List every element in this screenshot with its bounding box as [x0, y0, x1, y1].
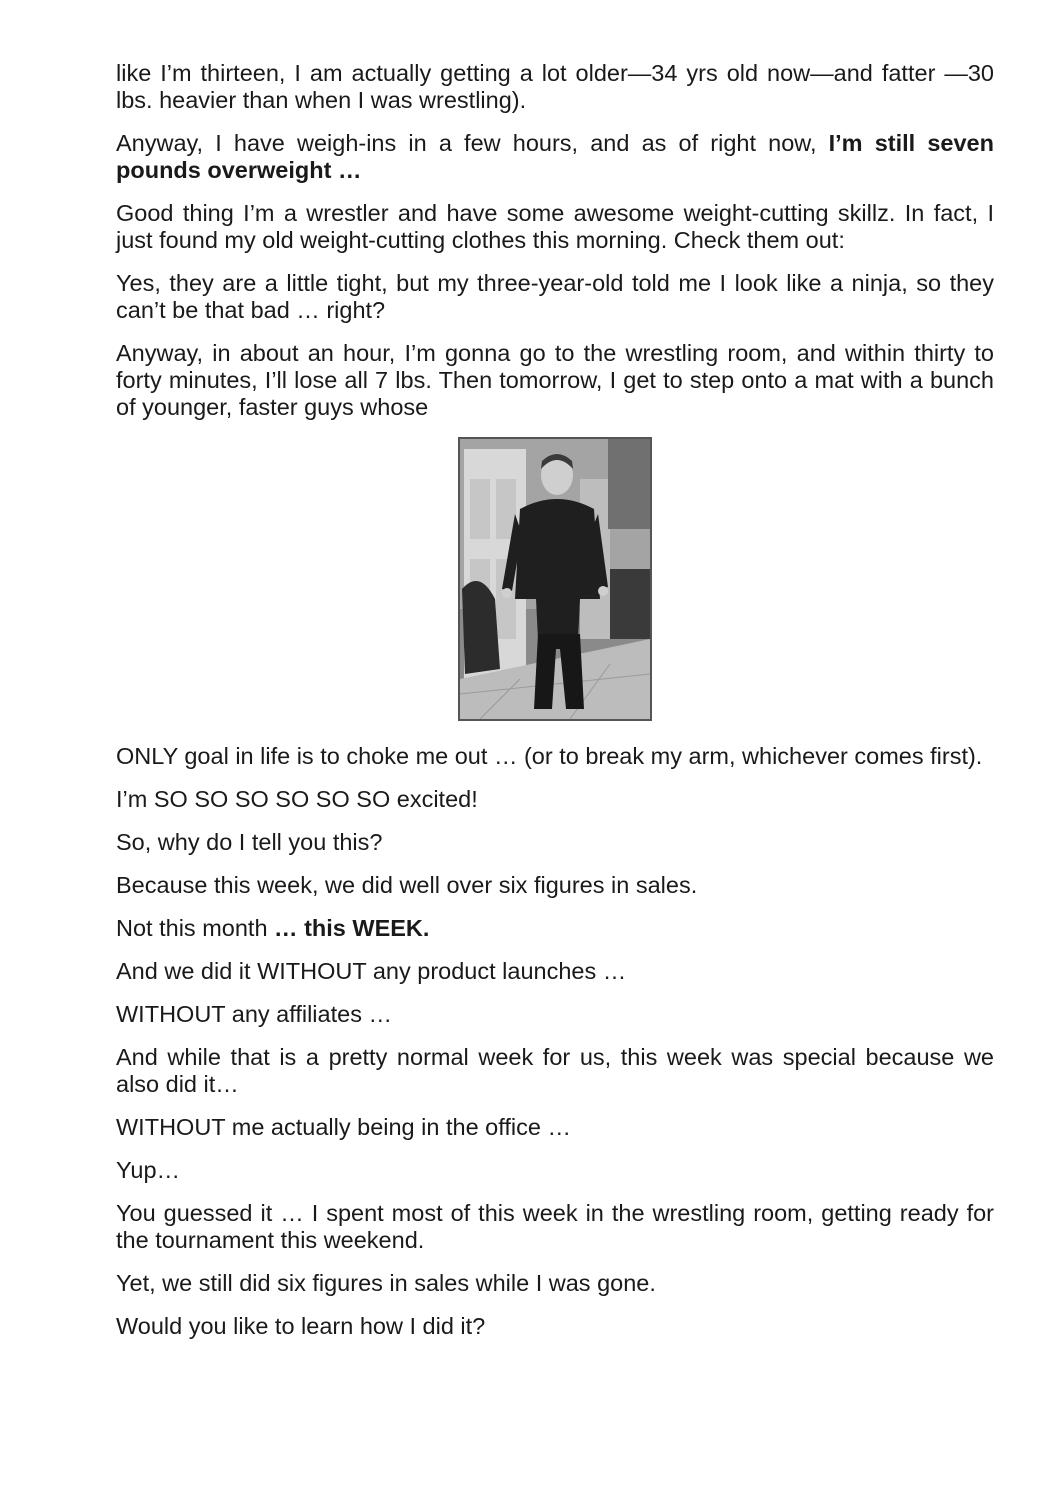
paragraph-yup: Yup…	[116, 1157, 181, 1183]
paragraph-why: So, why do I tell you this?	[116, 829, 383, 855]
photo-container	[116, 437, 994, 721]
paragraph-weight-cutting-clothes: Good thing I’m a wrestler and have some awesome weight-cutting skillz. In fact, I just found my old weight-cutting clothes this morning. Check them out:	[116, 200, 994, 253]
paragraph-six-figures: Because this week, we did well over six figures in sales.	[116, 872, 698, 898]
emphasis-overweight: I’m still seven pounds overweight …	[116, 130, 994, 183]
paragraph-ninja: Yes, they are a little tight, but my three-year-old told me I look like a ninja, so they can’t be that bad … right?	[116, 270, 994, 323]
paragraph-wrestling-room: Anyway, in about an hour, I’m gonna go to the wrestling room, and within thirty to forty minutes, I’ll lose all 7 lbs. Then tomorrow, I get to step onto a mat with a bunch of younger, faster guys whose	[116, 340, 994, 420]
document-page	[116, 60, 994, 1356]
paragraph-no-affiliates: WITHOUT any affiliates …	[116, 1001, 392, 1027]
paragraph-no-launches: And we did it WITHOUT any product launches …	[116, 958, 627, 984]
wrestler-photo	[458, 437, 652, 721]
paragraph-weigh-ins: Anyway, I have weigh-ins in a few hours, and as of right now, I’m still seven pounds overweight …	[116, 130, 994, 183]
paragraph-excited: I’m SO SO SO SO SO SO excited!	[116, 786, 478, 812]
paragraph-age-weight: like I’m thirteen, I am actually getting a lot older—34 yrs old now—and fatter —30 lbs. heavier than when I was wrestling).	[116, 60, 994, 113]
paragraph-not-in-office: WITHOUT me actually being in the office …	[116, 1114, 571, 1140]
paragraph-normal-week: And while that is a pretty normal week for us, this week was special because we also did it…	[116, 1044, 994, 1097]
paragraph-this-week: Not this month … this WEEK.	[116, 915, 430, 941]
emphasis-this-week: … this WEEK.	[274, 915, 430, 941]
paragraph-learn-how: Would you like to learn how I did it?	[116, 1313, 486, 1339]
paragraph-guessed-it: You guessed it … I spent most of this week in the wrestling room, getting ready for the tournament this weekend.	[116, 1200, 994, 1253]
paragraph-while-gone: Yet, we still did six figures in sales while I was gone.	[116, 1270, 656, 1296]
paragraph-choke-me-out: ONLY goal in life is to choke me out … (or to break my arm, whichever comes first).	[116, 743, 983, 769]
